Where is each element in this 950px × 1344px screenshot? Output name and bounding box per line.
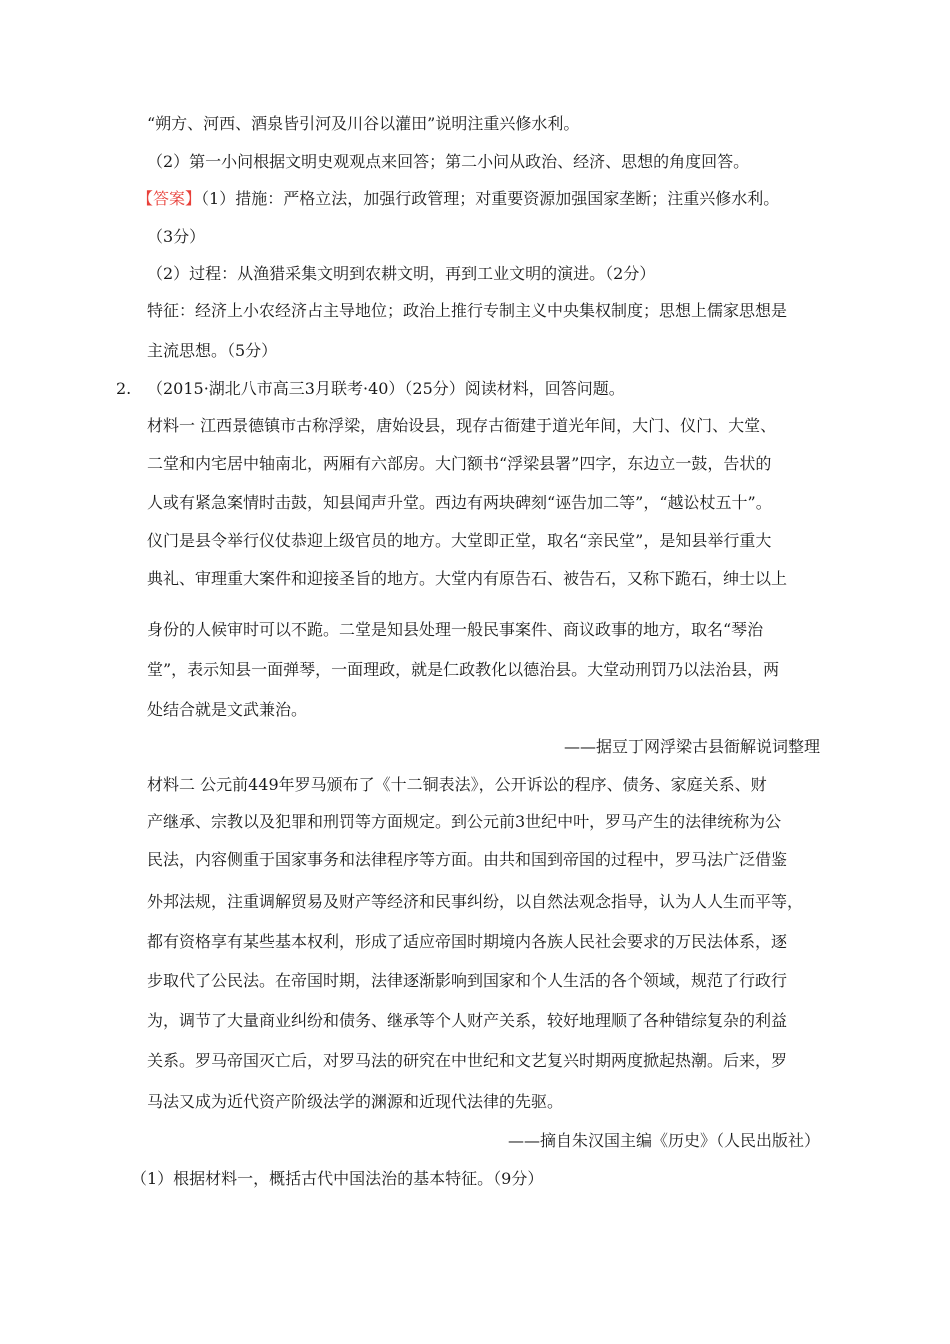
answer-line-1 [137,189,779,209]
material2-line-3: 民法，内容侧重于国家事务和法律程序等方面。由共和国到帝国的过程中，罗马法广泛借鉴 [147,850,788,869]
material1-line-5: 典礼、审理重大案件和迎接圣旨的地方。大堂内有原告石、被告石，又称下跪石，绅士以上 [147,569,788,588]
question-2-title: （2015·湖北八市高三3月联考·40）（25分）阅读材料，回答问题。 [147,379,625,398]
material1-line-4: 仪门是县令举行仪仗恭迎上级官员的地方。大堂即正堂，取名“亲民堂”，是知县举行重大 [147,531,772,550]
answer-tag: 【答案】 [137,189,202,208]
analysis-line-2: （2）第一小问根据文明史观观点来回答；第二小问从政治、经济、思想的角度回答。 [147,152,750,171]
material2-line-1: 材料二 公元前449年罗马颁布了《十二铜表法》，公开诉讼的程序、债务、家庭关系、财 [147,775,767,794]
material1-line-7: 堂”，表示知县一面弹琴，一面理政，就是仁政教化以德治县。大堂动刑罚乃以法治县，两 [147,660,780,679]
material1-line-2: 二堂和内宅居中轴南北，两厢有六部房。大门额书“浮梁县署”四字，东边立一鼓，告状的 [147,454,772,473]
material2-line-8: 关系。罗马帝国灭亡后，对罗马法的研究在中世纪和文艺复兴时期两度掀起热潮。后来，罗 [147,1051,788,1070]
answer-line-3: （2）过程：从渔猎采集文明到农耕文明，再到工业文明的演进。（2分） [147,264,656,283]
material1-line-1: 材料一 江西景德镇市古称浮梁，唐始设县，现存古衙建于道光年间，大门、仪门、大堂、 [147,416,777,435]
material2-line-4: 外邦法规，注重调解贸易及财产等经济和民事纠纷，以自然法观念指导，认为人人生而平等， [147,892,804,911]
material2-line-7: 为，调节了大量商业纠纷和债务、继承等个人财产关系，较好地理顺了各种错综复杂的利益 [147,1011,788,1030]
material1-line-6: 身份的人候审时可以不跪。二堂是知县处理一般民事案件、商议政事的地方，取名“琴治 [147,620,764,639]
material1-line-3: 人或有紧急案情时击鼓，知县闻声升堂。西边有两块碑刻“诬告加二等”，“越讼杖五十”。 [147,493,772,512]
answer-line-2: （3分） [147,227,206,246]
material2-line-5: 都有资格享有某些基本权利，形成了适应帝国时期境内各族人民社会要求的万民法体系，逐 [147,932,788,951]
question-2-header [116,379,625,399]
answer-text-1: （1）措施：严格立法，加强行政管理；对重要资源加强国家垄断；注重兴修水利。 [201,189,780,208]
material2-line-6: 步取代了公民法。在帝国时期，法律逐渐影响到国家和个人生活的各个领域，规范了行政行 [147,971,788,990]
analysis-line-1: “朔方、河西、酒泉皆引河及川谷以灌田”说明注重兴修水利。 [147,114,580,133]
answer-line-4: 特征：经济上小农经济占主导地位；政治上推行专制主义中央集权制度；思想上儒家思想是 [147,301,788,320]
material1-line-8: 处结合就是文武兼治。 [147,700,308,719]
material2-line-9: 马法又成为近代资产阶级法学的渊源和近现代法律的先驱。 [147,1092,564,1111]
material2-source: ——摘自朱汉国主编《历史》（人民出版社） [507,1131,820,1150]
material1-source: ——据豆丁网浮梁古县衙解说词整理 [563,737,820,756]
material2-line-2: 产继承、宗教以及犯罪和刑罚等方面规定。到公元前3世纪中叶，罗马产生的法律统称为公 [147,812,782,831]
question-number: 2. [116,379,132,398]
answer-line-5: 主流思想。（5分） [147,341,278,360]
sub-question-1: （1）根据材料一，概括古代中国法治的基本特征。（9分） [131,1169,544,1188]
